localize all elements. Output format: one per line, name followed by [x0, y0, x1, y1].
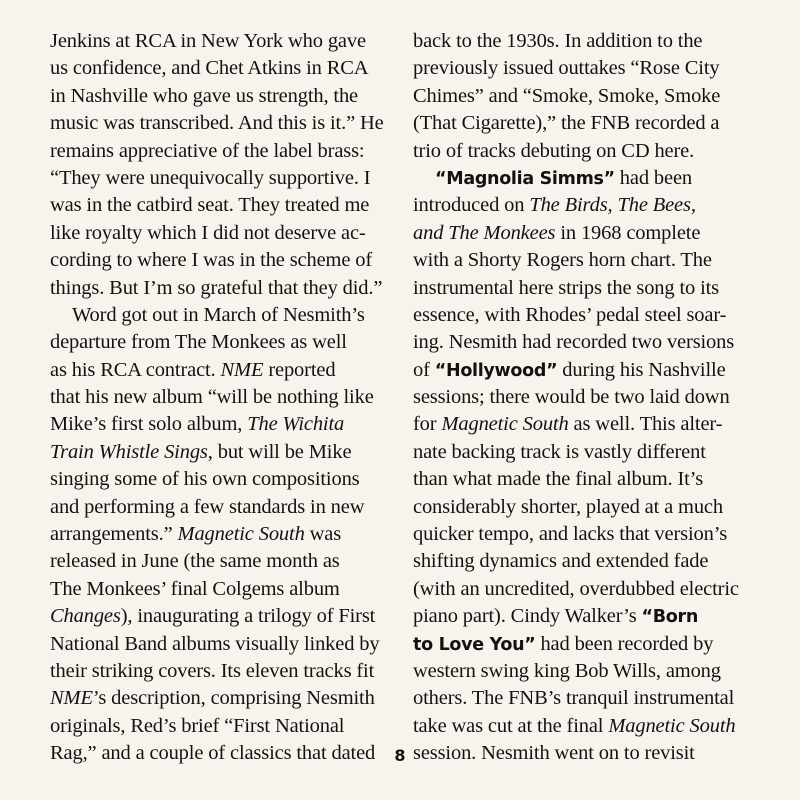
text-segment: remains appreciative of the label brass:: [50, 139, 365, 162]
text-segment: during his Nashville: [557, 358, 726, 381]
text-segment: piano part). Cindy Walker’s: [413, 605, 642, 628]
text-segment: us confidence, and Chet Atkins in RCA: [50, 57, 369, 80]
text-line: [50, 576, 395, 603]
text-segment: Mike’s first solo album,: [50, 413, 248, 436]
text-segment: that his new album “will be nothing like: [50, 386, 374, 409]
text-line: [413, 83, 758, 110]
text-segment: was: [304, 523, 342, 546]
text-line: [50, 192, 395, 219]
text-line: [50, 439, 395, 466]
text-segment: sessions; there would be two laid down: [413, 386, 730, 409]
text-segment: singing some of his own compositions: [50, 468, 360, 491]
text-line: [413, 685, 758, 712]
text-segment: than what made the final album. It’s: [413, 468, 704, 491]
text-segment: originals, Red’s brief “First National: [50, 714, 345, 737]
text-segment: in 1968 complete: [555, 221, 701, 244]
text-line: [413, 576, 758, 603]
text-segment: “They were unequivocally supportive. I: [50, 166, 371, 189]
italic-title: The Wichita: [247, 413, 345, 436]
text-segment: departure from The Monkees as well: [50, 331, 347, 354]
text-line: [50, 302, 395, 329]
text-line: [413, 55, 758, 82]
text-line: [413, 548, 758, 575]
text-segment: back to the 1930s. In addition to the: [413, 30, 703, 52]
text-line: [413, 631, 758, 658]
text-segment: introduced on: [413, 194, 530, 217]
text-line: [50, 220, 395, 247]
text-line: [50, 384, 395, 411]
text-segment: shifting dynamics and extended fade: [413, 550, 709, 573]
text-line: [50, 329, 395, 356]
text-line: [413, 439, 758, 466]
text-segment: of: [413, 358, 435, 381]
text-segment: like royalty which I did not deserve ac-: [50, 221, 366, 244]
text-segment: Chimes” and “Smoke, Smoke, Smoke: [413, 84, 721, 107]
text-segment: Word got out in March of Nesmith’s: [72, 303, 365, 326]
left-column: [50, 28, 395, 768]
italic-title: Changes: [50, 605, 121, 628]
text-segment: others. The FNB’s tranquil instrumental: [413, 687, 735, 710]
italic-title: and The Monkees: [413, 221, 556, 244]
right-column: [413, 28, 758, 768]
text-line: [413, 28, 758, 55]
text-segment: quicker tempo, and lacks that version’s: [413, 523, 728, 546]
italic-title: NME: [220, 358, 264, 381]
text-line: [50, 357, 395, 384]
text-line: [413, 275, 758, 302]
text-segment: , but will be Mike: [207, 440, 352, 463]
text-segment: Rag,” and a couple of classics that dated: [50, 742, 376, 765]
text-line: [50, 110, 395, 137]
track-title: “Born: [641, 607, 698, 628]
page-number: 8: [394, 746, 406, 765]
text-line: [50, 55, 395, 82]
text-segment: arrangements.”: [50, 523, 178, 546]
text-line: [50, 494, 395, 521]
text-line: [413, 521, 758, 548]
text-line: [50, 138, 395, 165]
text-line: [413, 165, 758, 192]
text-line: [50, 685, 395, 712]
text-line: [50, 28, 395, 55]
text-segment: music was transcribed. And this is it.” He: [50, 112, 384, 135]
text-segment: ing. Nesmith had recorded two versions: [413, 331, 735, 354]
text-line: [413, 110, 758, 137]
text-segment: had been: [614, 166, 693, 189]
text-line: [50, 247, 395, 274]
italic-title: Magnetic South: [608, 714, 736, 737]
text-segment: National Band albums visually linked by: [50, 632, 380, 655]
text-line: [50, 521, 395, 548]
text-line: [413, 220, 758, 247]
track-title: “Magnolia Simms”: [435, 168, 615, 189]
text-segment: trio of tracks debuting on CD here.: [413, 139, 695, 162]
italic-title: Magnetic South: [441, 413, 569, 436]
text-segment: as his RCA contract.: [50, 358, 221, 381]
text-line: [413, 384, 758, 411]
text-segment: take was cut at the final: [413, 714, 609, 737]
text-segment: and performing a few standards in new: [50, 495, 365, 518]
text-line: [413, 357, 758, 384]
text-segment: reported: [263, 358, 336, 381]
text-segment: session. Nesmith went on to revisit: [413, 742, 695, 765]
text-segment: for: [413, 413, 442, 436]
text-segment: ’s description, comprising Nesmith: [92, 687, 375, 710]
text-line: [50, 411, 395, 438]
text-line: [413, 658, 758, 685]
text-line: [50, 275, 395, 302]
text-segment: essence, with Rhodes’ pedal steel soar-: [413, 303, 727, 326]
italic-title: The Birds, The Bees,: [529, 194, 696, 217]
text-segment: with a Shorty Rogers horn chart. The: [413, 249, 712, 272]
text-segment: was in the catbird seat. They treated me: [50, 194, 370, 217]
text-segment: as well. This alter-: [568, 413, 723, 436]
text-line: [50, 631, 395, 658]
text-line: [50, 713, 395, 740]
text-segment: things. But I’m so grateful that they did.”: [50, 276, 383, 299]
text-segment: western swing king Bob Wills, among: [413, 659, 721, 682]
text-line: [413, 138, 758, 165]
text-line: [413, 411, 758, 438]
text-segment: (That Cigarette),” the FNB recorded a: [413, 112, 720, 135]
text-segment: instrumental here strips the song to its: [413, 276, 720, 299]
text-line: [413, 466, 758, 493]
text-segment: (with an uncredited, overdubbed electric: [413, 577, 739, 600]
text-segment: released in June (the same month as: [50, 550, 340, 573]
text-segment: The Monkees’ final Colgems album: [50, 577, 340, 600]
text-segment: cording to where I was in the scheme of: [50, 249, 373, 272]
text-segment: nate backing track is vastly different: [413, 440, 706, 463]
text-line: [50, 165, 395, 192]
text-line: [413, 192, 758, 219]
text-line: [413, 247, 758, 274]
text-line: [413, 329, 758, 356]
text-line: [50, 466, 395, 493]
text-line: [413, 494, 758, 521]
text-segment: Jenkins at RCA in New York who gave: [50, 30, 366, 52]
text-line: [413, 603, 758, 630]
text-segment: had been recorded by: [535, 632, 714, 655]
italic-title: NME: [50, 687, 93, 710]
text-line: [413, 302, 758, 329]
italic-title: Train Whistle Sings: [50, 440, 208, 463]
text-segment: previously issued outtakes “Rose City: [413, 57, 720, 80]
italic-title: Magnetic South: [177, 523, 305, 546]
text-line: [50, 658, 395, 685]
text-line: [50, 548, 395, 575]
text-segment: considerably shorter, played at a much: [413, 495, 723, 518]
text-line: [413, 713, 758, 740]
text-segment: their striking covers. Its eleven tracks fit: [50, 659, 375, 682]
track-title: “Hollywood”: [434, 360, 558, 381]
text-line: [50, 83, 395, 110]
text-line: [50, 603, 395, 630]
track-title: to Love You”: [413, 634, 536, 655]
text-segment: in Nashville who gave us strength, the: [50, 84, 359, 107]
text-segment: ), inaugurating a trilogy of First: [120, 605, 376, 628]
